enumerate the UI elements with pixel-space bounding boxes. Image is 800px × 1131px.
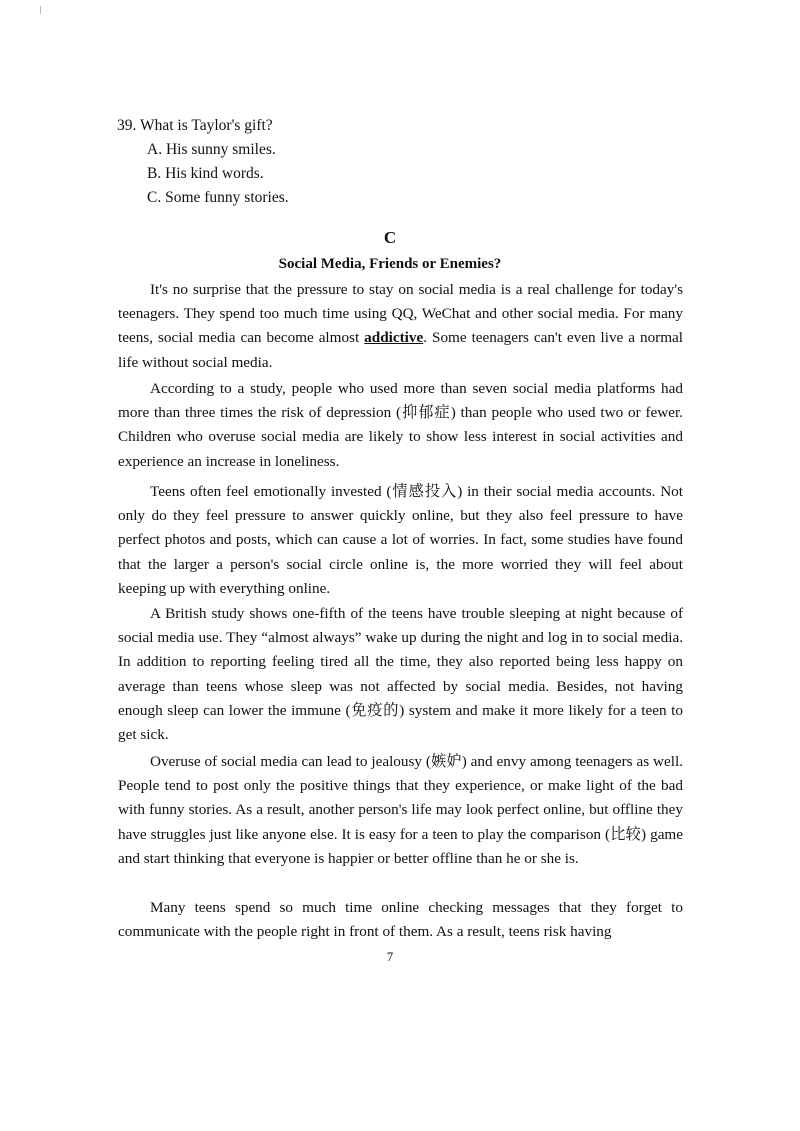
paragraph-4 (118, 602, 683, 747)
option-a: A. His sunny smiles. (147, 141, 276, 158)
keyword-addictive: addictive (364, 329, 424, 347)
option-b: B. His kind words. (147, 165, 264, 182)
section-letter: C (383, 228, 397, 247)
scan-mark (40, 6, 41, 14)
paragraph-1-text: It's no surprise that the pressure to stay on social media is a real challenge for today's teenagers. They spend too much time using QQ, WeChat and other social media. For many teens, social media can become almost (118, 281, 683, 347)
question-39 (117, 114, 289, 210)
paragraph-6 (118, 896, 683, 944)
paragraph-2-text: According to a study, people who used more than seven social media platforms had more than three times the risk of depression (抑郁症) than people who used two or fewer. Children who overuse social media are likely to show less interest in social activities and experience an increase in loneliness. (118, 380, 683, 470)
paragraph-1-end: . Some teenagers can't even live a normal life without social media. (118, 329, 683, 371)
option-c: C. Some funny stories. (147, 189, 289, 206)
page-number: 7 (386, 949, 394, 964)
paragraph-4-text: A British study shows one-fifth of the teens have trouble sleeping at night because of social media use. They “almost always” wake up during the night and log in to social media. In addition to reporting feeling tired all the time, they also reported being less happy on average than teens whose sleep was not affected by social media. Besides, not having enough sleep can lower the immune (免疫的) system and make it more likely for a teen to get sick. (118, 605, 683, 744)
paragraph-6-text: Many teens spend so much time online checking messages that they forget to communicate with the people right in front of them. As a result, teens risk having (118, 899, 683, 941)
paragraph-3 (118, 480, 683, 601)
paragraph-3-text: Teens often feel emotionally invested (情感投入) in their social media accounts. Not only do they feel pressure to answer quickly online, but they also feel pressure to have perfect photos and posts, which can cause a lot of worries. In fact, some studies have found that the larger a person's social circle online is, the more worried they will feel about keeping up with everything online. (118, 483, 683, 597)
passage-title: Social Media, Friends or Enemies? (278, 256, 502, 272)
question-stem: 39. What is Taylor's gift? (117, 117, 273, 134)
paragraph-1 (118, 278, 683, 375)
paragraph-5 (118, 750, 683, 871)
paragraph-5-text: Overuse of social media can lead to jealousy (嫉妒) and envy among teenagers as well. People tend to post only the positive things that they experience, or make light of the bad with funny stories. As a result, another person's life may look perfect online, but offline they have struggles just like anyone else. It is easy for a teen to play the comparison (比较) game and start thinking that everyone is happier or better offline than he or she is. (118, 753, 683, 867)
paragraph-2 (118, 377, 683, 474)
